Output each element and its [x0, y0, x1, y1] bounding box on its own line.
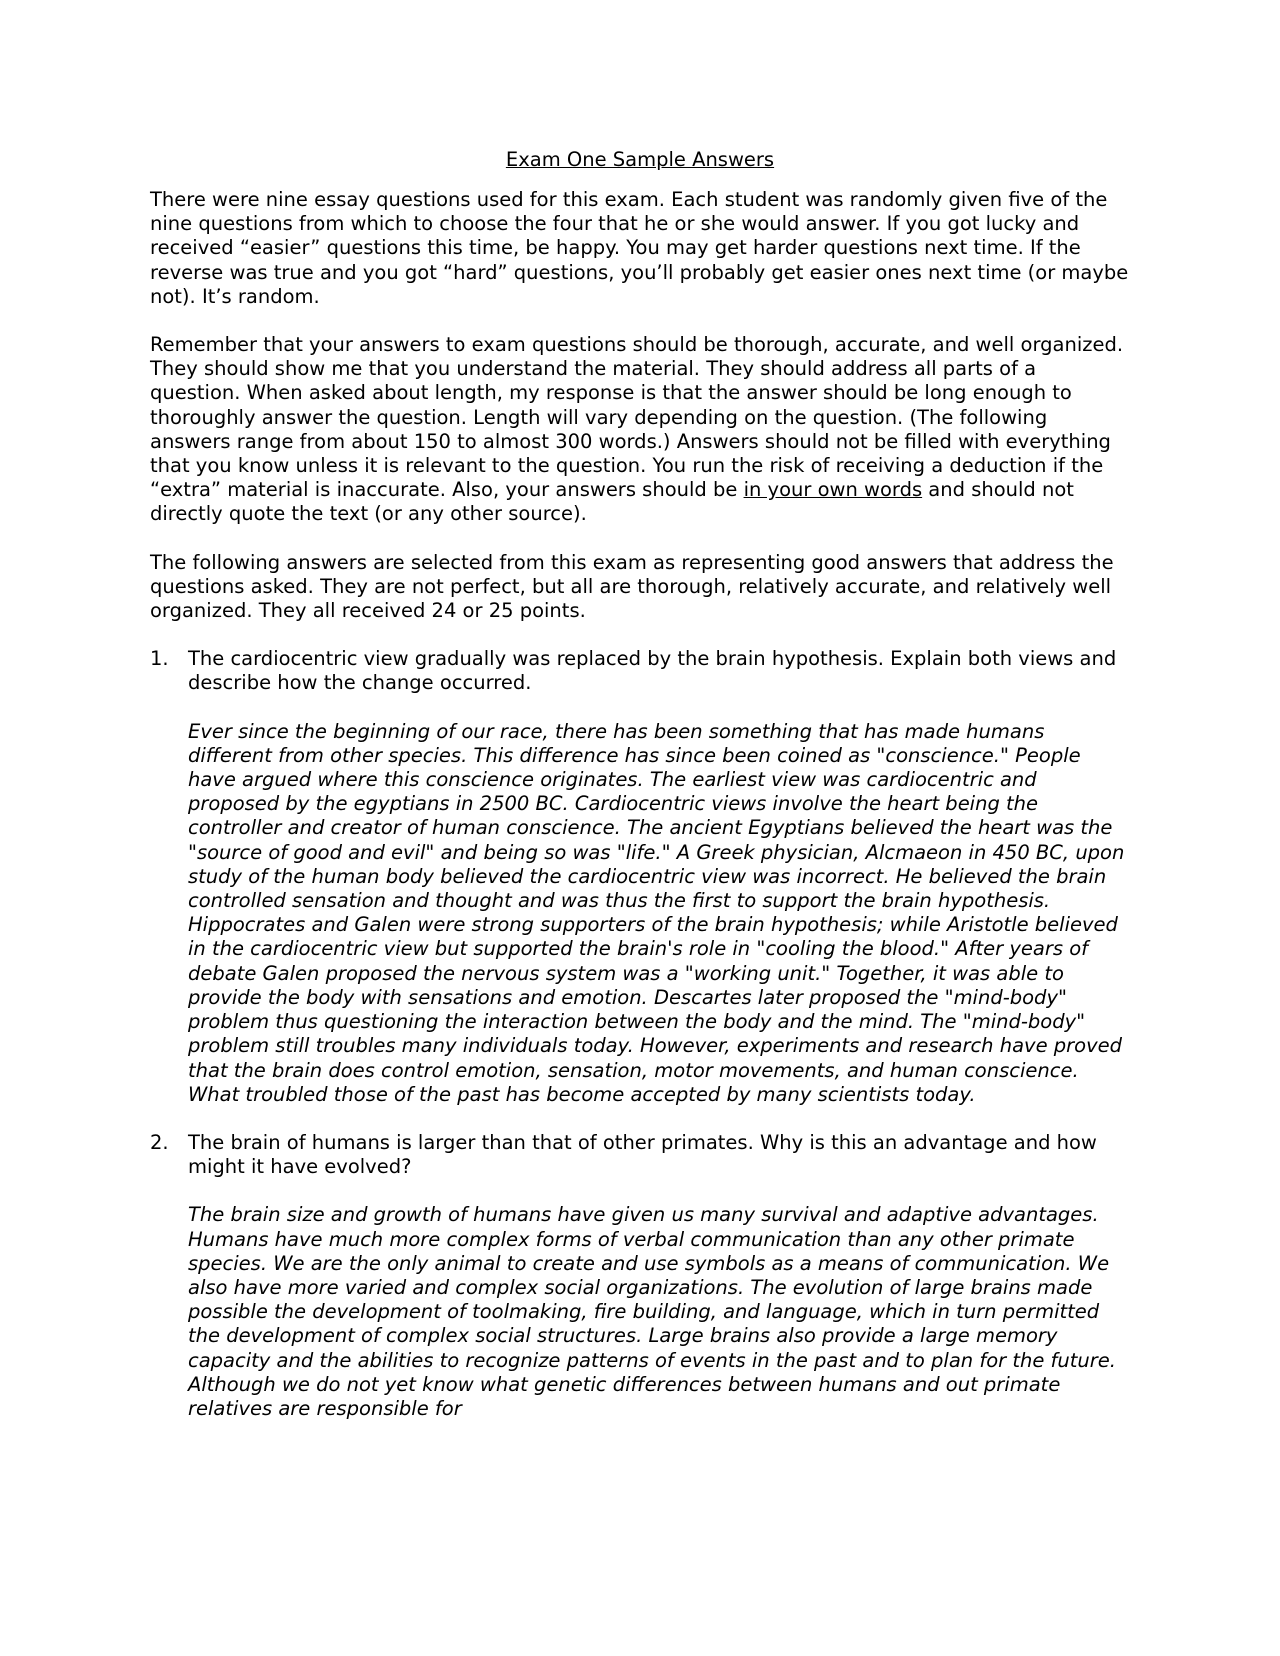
question-text: The brain of humans is larger than that of other primates. Why is this an advantage and how might it have evolved? — [188, 1130, 1097, 1179]
intro-paragraph: There were nine essay questions used for this exam. Each student was randomly given five of the nine questions from which to choose the four that he or she would answer. If you got lucky and received “easier” questions this time, be happy. You may get harder questions next time. If the reverse was true and you got “hard” questions, you’ll probably get easier ones next time (or maybe not). It’s random. — [150, 188, 1129, 308]
question-number: 2. — [150, 1130, 169, 1154]
document-title: Exam One Sample Answers — [505, 148, 775, 171]
question-text: The cardiocentric view gradually was replaced by the brain hypothesis. Explain both views and describe how the change occurred. — [188, 647, 1117, 695]
question-item — [150, 647, 1130, 1107]
answer-text: Ever since the beginning of our race, there has been something that has made humans different from other species. This difference has since been coined as "conscience." People have argued where this conscience originates. The earliest view was cardiocentric and proposed by the egyptians in 2500 BC. Cardiocentric views involve the heart being the controller and creator of human conscience. The ancient Egyptians believed the heart was the "source of good and evil" and being so was "life." A Greek physician, Alcmaeon in 450 BC, upon study of the human body believed the cardiocentric view was incorrect. He believed the brain controlled sensation and thought and was thus the first to support the brain hypothesis. Hippocrates and Galen were strong supporters of the brain hypothesis; while Aristotle believed in the cardiocentric view but supported the brain's role in "cooling the blood." After years of debate Galen proposed the nervous system was a "working unit." Together, it was able to provide the body with sensations and emotion. Descartes later proposed the "mind-body" problem thus questioning the interaction between the body and the mind. The "mind-body" problem still troubles many individuals today. However, experiments and research have proved that the brain does control emotion, sensation, motor movements, and human conscience. What troubled those of the past has become accepted by many scientists today. — [188, 719, 1125, 1106]
guidance-text-before: Remember that your answers to exam questions should be thorough, accurate, and well organized. They should show me that you understand the material. They should address all parts of a question. When asked about length, my response is that the answer should be long enough to thoroughly answer the question. Length will vary depending on the question. (The following answers range from about 150 to almost 300 words.) Answers should not be filled with everything that you know unless it is relevant to the question. You run the risk of receiving a deduction if the “extra” material is inaccurate. Also, your answers should be — [150, 333, 1124, 502]
selection-note-paragraph: The following answers are selected from this exam as representing good answers that address the questions asked. They are not perfect, but all are thorough, relatively accurate, and relatively well organized. They all received 24 or 25 points. — [150, 550, 1114, 623]
document-page — [150, 148, 1130, 1445]
guidance-underlined-text: in your own words — [743, 478, 923, 502]
question-item — [150, 1131, 1130, 1421]
answer-text: The brain size and growth of humans have given us many survival and adaptive advantages. Humans have much more complex forms of verbal communication than any other primate species. We are the only animal to create and use symbols as a means of communication. We also have more varied and complex social organizations. The evolution of large brains made possible the development of toolmaking, fire building, and language, which in turn permitted the development of complex social structures. Large brains also provide a large memory capacity and the abilities to recognize patterns of events in the past and to plan for the future. Although we do not yet know what genetic differences between humans and out primate relatives are responsible for — [188, 1203, 1116, 1420]
question-number: 1. — [150, 647, 169, 671]
guidance-paragraph — [150, 333, 1130, 527]
guidance-text-after: and should not directly quote the text (or any other source). — [150, 478, 1074, 526]
